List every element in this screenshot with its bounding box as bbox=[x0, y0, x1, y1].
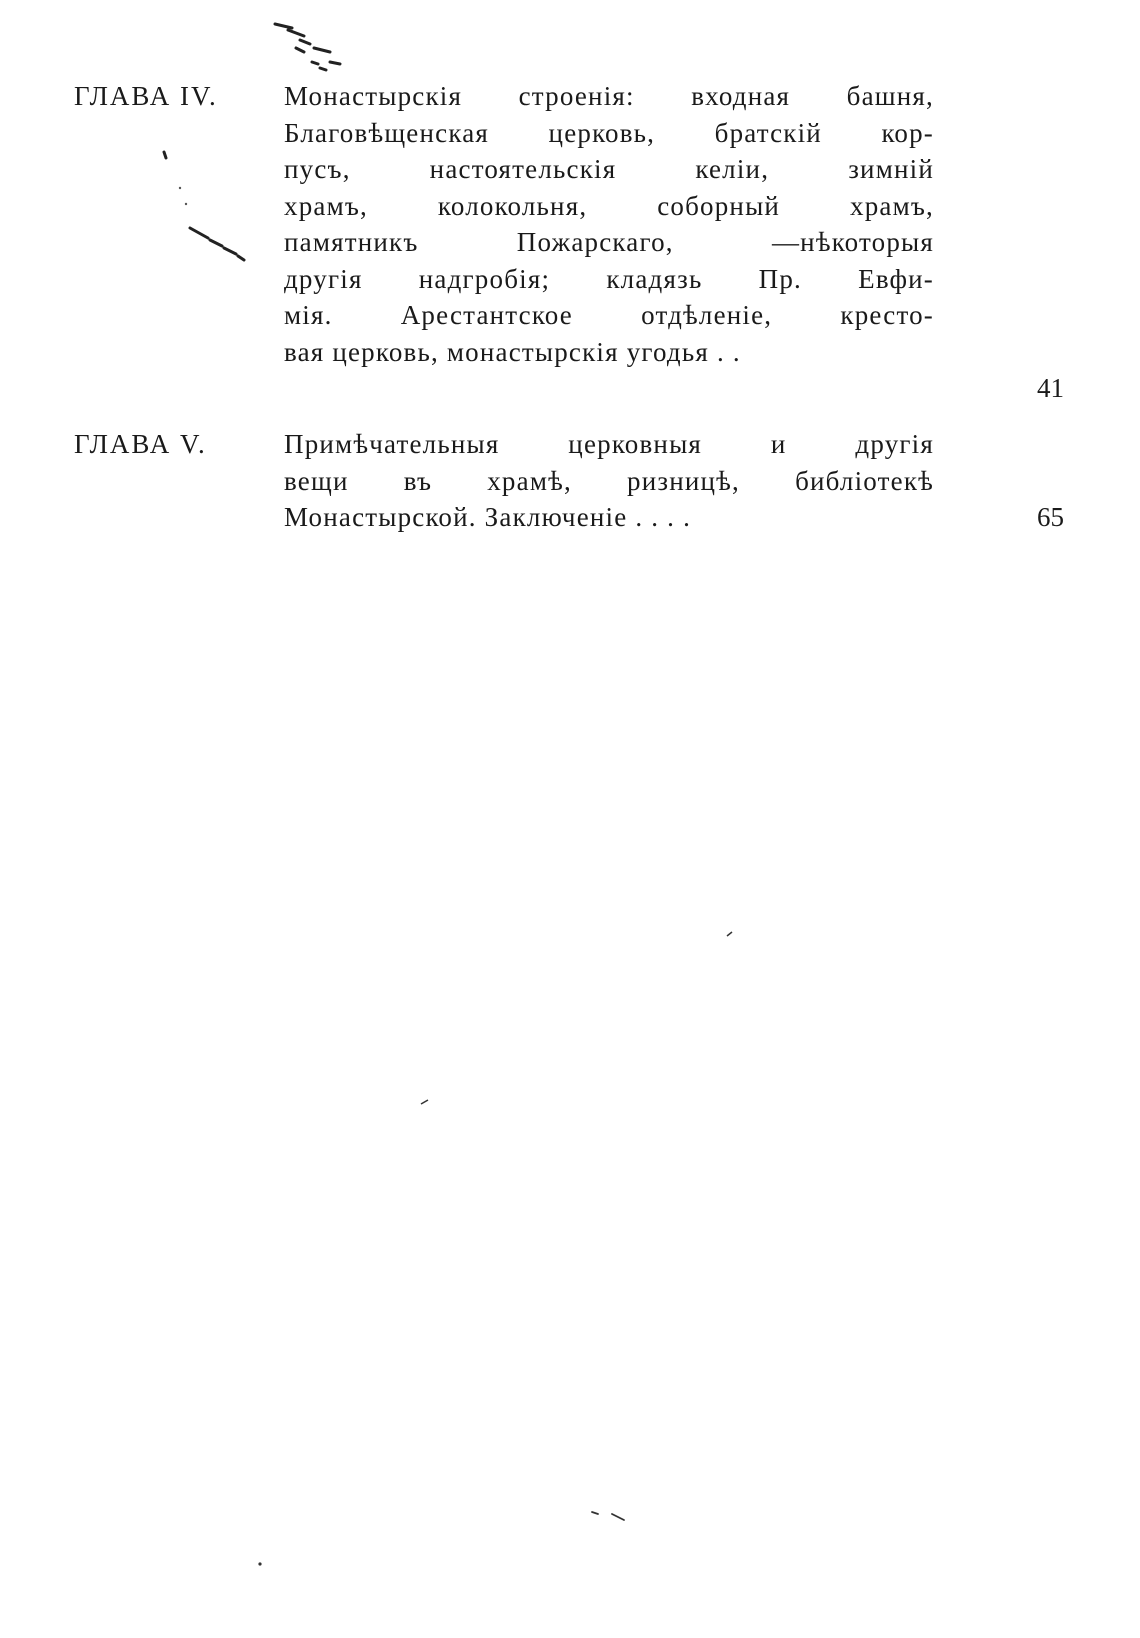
ink-smudge-top bbox=[270, 18, 370, 78]
description-line: Монастырской. Заключеніе . . . . bbox=[284, 502, 692, 532]
description-line: мія. Арестантское отдѣленіе, кресто- bbox=[284, 300, 934, 330]
description-line: вещи въ храмѣ, ризницѣ, библіотекѣ bbox=[284, 465, 934, 496]
description-line: Благовѣщенская церковь, братскій кор- bbox=[284, 117, 934, 148]
page-number: 41 bbox=[1037, 373, 1064, 403]
ink-speck-3 bbox=[590, 1508, 630, 1524]
description-line: другія надгробія; кладязь Пр. Евфи- bbox=[284, 263, 934, 294]
chapter-label: ГЛАВА IV. bbox=[74, 81, 218, 111]
description-line: вая церковь, монастырскія угодья . . bbox=[284, 336, 741, 367]
ink-speck-4 bbox=[256, 1560, 264, 1568]
ink-smudge-left bbox=[160, 148, 270, 278]
chapter-description bbox=[284, 426, 934, 536]
page-number: 65 bbox=[1037, 502, 1064, 532]
description-line: пусъ, настоятельскія келіи, зимній bbox=[284, 154, 934, 184]
description-line: храмъ, колокольня, соборный храмъ, bbox=[284, 190, 934, 221]
chapter-description bbox=[284, 78, 934, 370]
ink-speck-1 bbox=[726, 930, 734, 938]
description-line: Примѣчательныя церковныя и другія bbox=[284, 429, 934, 459]
chapter-label: ГЛАВА V. bbox=[74, 429, 207, 459]
description-line: памятникъ Пожарскаго, —нѣкоторыя bbox=[284, 227, 934, 257]
ink-speck-2 bbox=[420, 1098, 430, 1106]
description-line: Монастырскія строенія: входная башня, bbox=[284, 81, 934, 111]
